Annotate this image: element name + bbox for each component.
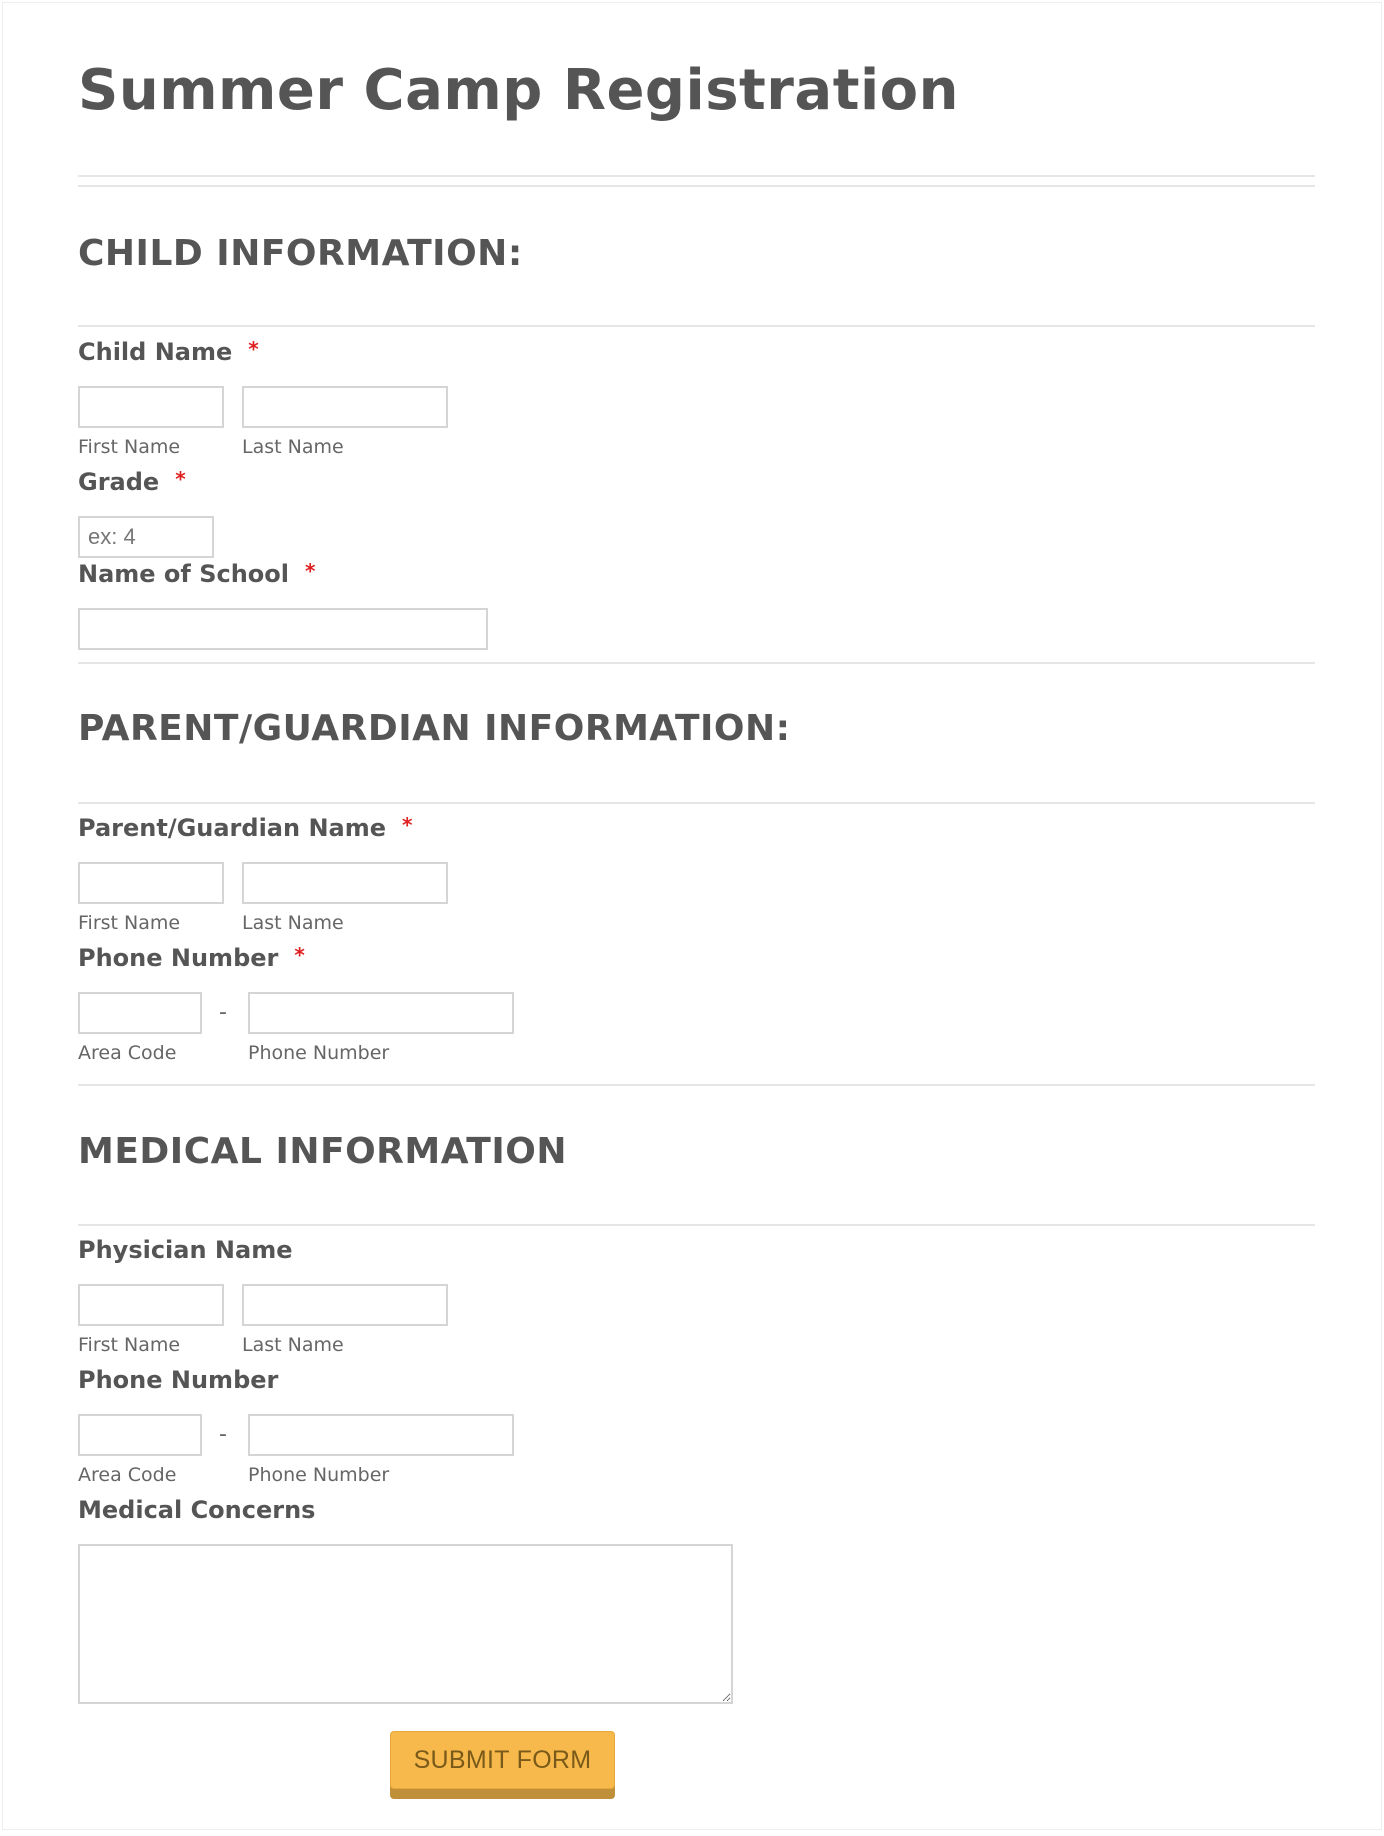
school-label-text: Name of School	[78, 560, 290, 588]
parent-name-label-text: Parent/Guardian Name	[78, 814, 387, 842]
parent-section-divider	[78, 802, 1315, 804]
parent-last-name-sublabel: Last Name	[242, 912, 344, 934]
phone-dash: -	[219, 1422, 227, 1447]
physician-last-name-input[interactable]	[242, 1284, 448, 1326]
grade-label-text: Grade	[78, 468, 160, 496]
required-asterisk: *	[402, 813, 413, 837]
physician-last-name-sublabel: Last Name	[242, 1334, 344, 1356]
child-name-label-text: Child Name	[78, 338, 233, 366]
parent-phone-number-input[interactable]	[248, 992, 514, 1034]
grade-label	[78, 468, 186, 496]
child-last-name-sublabel: Last Name	[242, 436, 344, 458]
child-section-heading: CHILD INFORMATION:	[78, 233, 523, 274]
physician-phone-label	[78, 1366, 278, 1394]
phone-dash: -	[219, 1000, 227, 1025]
parent-last-name-input[interactable]	[242, 862, 448, 904]
required-asterisk: *	[248, 337, 259, 361]
physician-name-label	[78, 1236, 293, 1264]
parent-first-name-input[interactable]	[78, 862, 224, 904]
physician-first-name-sublabel: First Name	[78, 1334, 181, 1356]
medical-section-heading: MEDICAL INFORMATION	[78, 1131, 567, 1172]
required-asterisk: *	[175, 467, 186, 491]
physician-area-code-input[interactable]	[78, 1414, 202, 1456]
medical-concerns-label-text: Medical Concerns	[78, 1496, 316, 1524]
physician-first-name-input[interactable]	[78, 1284, 224, 1326]
parent-section-end-divider	[78, 1084, 1315, 1086]
required-asterisk: *	[305, 559, 316, 583]
child-last-name-input[interactable]	[242, 386, 448, 428]
parent-first-name-sublabel: First Name	[78, 912, 181, 934]
submit-form-button[interactable]: SUBMIT FORM	[390, 1731, 615, 1789]
physician-name-label-text: Physician Name	[78, 1236, 293, 1264]
school-name-input[interactable]	[78, 608, 488, 650]
title-divider-bottom	[78, 185, 1315, 187]
child-name-label	[78, 338, 259, 366]
parent-name-label	[78, 814, 412, 842]
physician-area-code-sublabel: Area Code	[78, 1464, 177, 1486]
physician-phone-number-input[interactable]	[248, 1414, 514, 1456]
physician-phone-number-sublabel: Phone Number	[248, 1464, 390, 1486]
title-divider-top	[78, 175, 1315, 177]
medical-section-divider	[78, 1224, 1315, 1226]
form-title: Summer Camp Registration	[78, 58, 960, 123]
school-label	[78, 560, 315, 588]
child-first-name-input[interactable]	[78, 386, 224, 428]
medical-concerns-textarea[interactable]	[78, 1544, 733, 1704]
parent-phone-label-text: Phone Number	[78, 944, 279, 972]
child-first-name-sublabel: First Name	[78, 436, 181, 458]
parent-phone-label	[78, 944, 305, 972]
parent-section-heading: PARENT/GUARDIAN INFORMATION:	[78, 708, 791, 749]
child-section-divider	[78, 325, 1315, 327]
child-section-end-divider	[78, 662, 1315, 664]
physician-phone-label-text: Phone Number	[78, 1366, 279, 1394]
parent-area-code-sublabel: Area Code	[78, 1042, 177, 1064]
form-page	[2, 2, 1382, 1830]
parent-area-code-input[interactable]	[78, 992, 202, 1034]
medical-concerns-label	[78, 1496, 315, 1524]
grade-input[interactable]	[78, 516, 214, 558]
parent-phone-number-sublabel: Phone Number	[248, 1042, 390, 1064]
required-asterisk: *	[294, 943, 305, 967]
